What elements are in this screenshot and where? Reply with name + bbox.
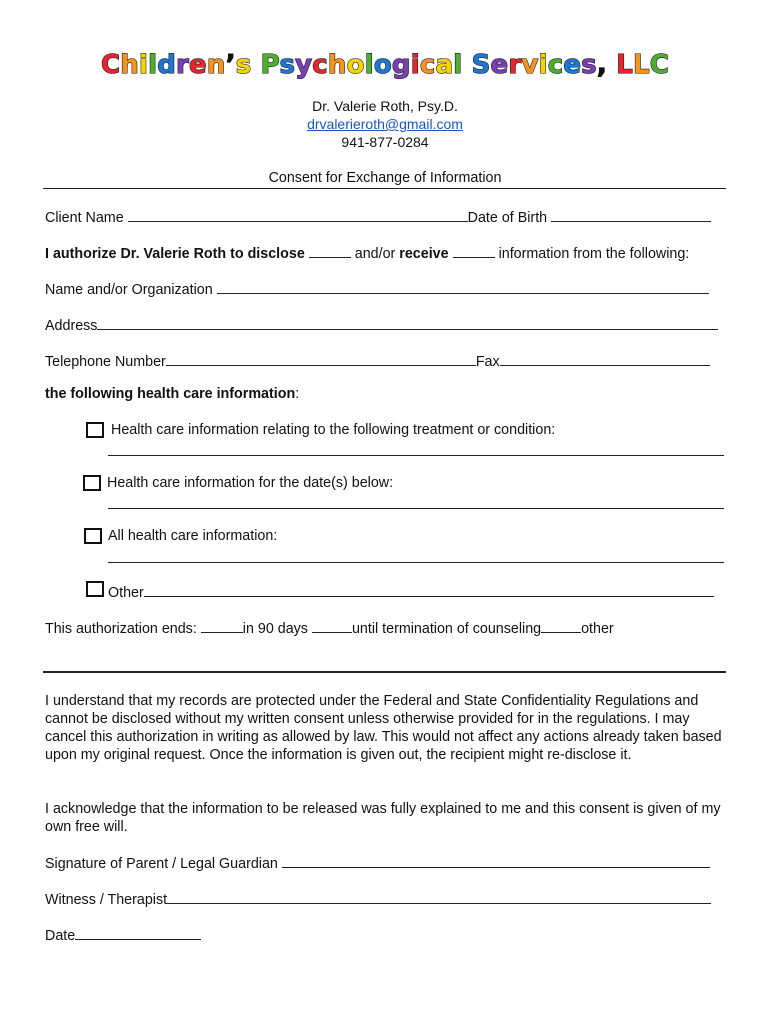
all-info-field[interactable] (108, 562, 724, 563)
name-org-label: Name and/or Organization (45, 282, 213, 298)
client-name-label: Client Name (45, 210, 124, 226)
treatment-checkbox[interactable] (86, 422, 104, 443)
treatment-label: Health care information relating to the following treatment or condition: (111, 422, 556, 438)
ends-90-label: in 90 days (242, 621, 308, 637)
witness-signature-field[interactable] (167, 889, 711, 904)
date-label: Date (45, 928, 76, 944)
section-divider (43, 671, 726, 673)
other-field[interactable] (144, 582, 714, 597)
other-checkbox[interactable] (86, 581, 104, 602)
date-row (45, 925, 201, 944)
doctor-name: Dr. Valerie Roth, Psy.D. (312, 98, 458, 114)
ends-other-field[interactable] (541, 618, 581, 633)
parent-signature-field[interactable] (282, 853, 710, 868)
address-row (45, 315, 718, 334)
receive-field[interactable] (453, 243, 495, 258)
health-info-heading (45, 386, 299, 402)
dates-label: Health care information for the date(s) below: (107, 475, 394, 491)
title-divider (43, 188, 726, 189)
phone-number: 941-877-0284 (341, 134, 429, 150)
all-info-checkbox[interactable] (84, 528, 102, 549)
dates-checkbox[interactable] (83, 475, 101, 496)
name-org-field[interactable] (217, 279, 709, 294)
dob-field[interactable] (551, 207, 711, 222)
ends-other-label: other (581, 621, 614, 637)
client-name-field[interactable] (128, 207, 468, 222)
authorize-row (45, 243, 689, 262)
client-name-row (45, 207, 711, 226)
email-line (0, 116, 770, 133)
ends-label: This authorization ends: (45, 621, 197, 637)
authorize-label: I authorize Dr. Valerie Roth to disclose (45, 246, 305, 262)
understand-statement: I understand that my records are protected under the Federal and State Confidentiality Regulations and cannot be disclosed without my written consent unless otherwise provided for in the regulations. I may cancel this authorization in writing as allowed by law. This would not affect any actions already taken based upon my original request. Once the information is given out, the recipient might re-disclose it. (45, 693, 722, 763)
all-info-label: All health care information: (108, 528, 278, 544)
receive-label: receive (399, 246, 449, 262)
date-field[interactable] (75, 925, 201, 940)
dates-field[interactable] (108, 508, 724, 509)
acknowledge-statement: I acknowledge that the information to be released was fully explained to me and this consent is given of my own free will. (45, 801, 721, 835)
disclose-field[interactable] (309, 243, 351, 258)
witness-label: Witness / Therapist (45, 892, 168, 908)
form-title: Consent for Exchange of Information (268, 170, 502, 186)
ends-row (45, 618, 614, 637)
from-following-label: information from the following: (498, 246, 690, 262)
other-label: Other (108, 585, 144, 601)
practice-logo: Children’s Psychological Services, LLC (100, 50, 670, 80)
ends-termination-label: until termination of counseling (351, 621, 542, 637)
email-link[interactable]: drvalerieroth@gmail.com (307, 116, 463, 132)
fax-label: Fax (475, 354, 500, 370)
witness-row (45, 889, 711, 908)
health-info-colon: : (295, 386, 300, 402)
ends-90-field[interactable] (201, 618, 243, 633)
address-field[interactable] (97, 315, 718, 330)
health-info-label: the following health care information (45, 386, 296, 402)
ends-termination-field[interactable] (312, 618, 352, 633)
name-org-row (45, 279, 709, 298)
fax-field[interactable] (500, 351, 710, 366)
address-label: Address (45, 318, 98, 334)
parent-signature-row (45, 853, 710, 872)
treatment-field[interactable] (108, 455, 724, 456)
dob-label: Date of Birth (467, 210, 548, 226)
telephone-field[interactable] (166, 351, 476, 366)
telephone-row (45, 351, 710, 370)
parent-signature-label: Signature of Parent / Legal Guardian (45, 856, 278, 872)
telephone-label: Telephone Number (45, 354, 166, 370)
other-row (108, 582, 714, 601)
and-or-label: and/or (354, 246, 396, 262)
